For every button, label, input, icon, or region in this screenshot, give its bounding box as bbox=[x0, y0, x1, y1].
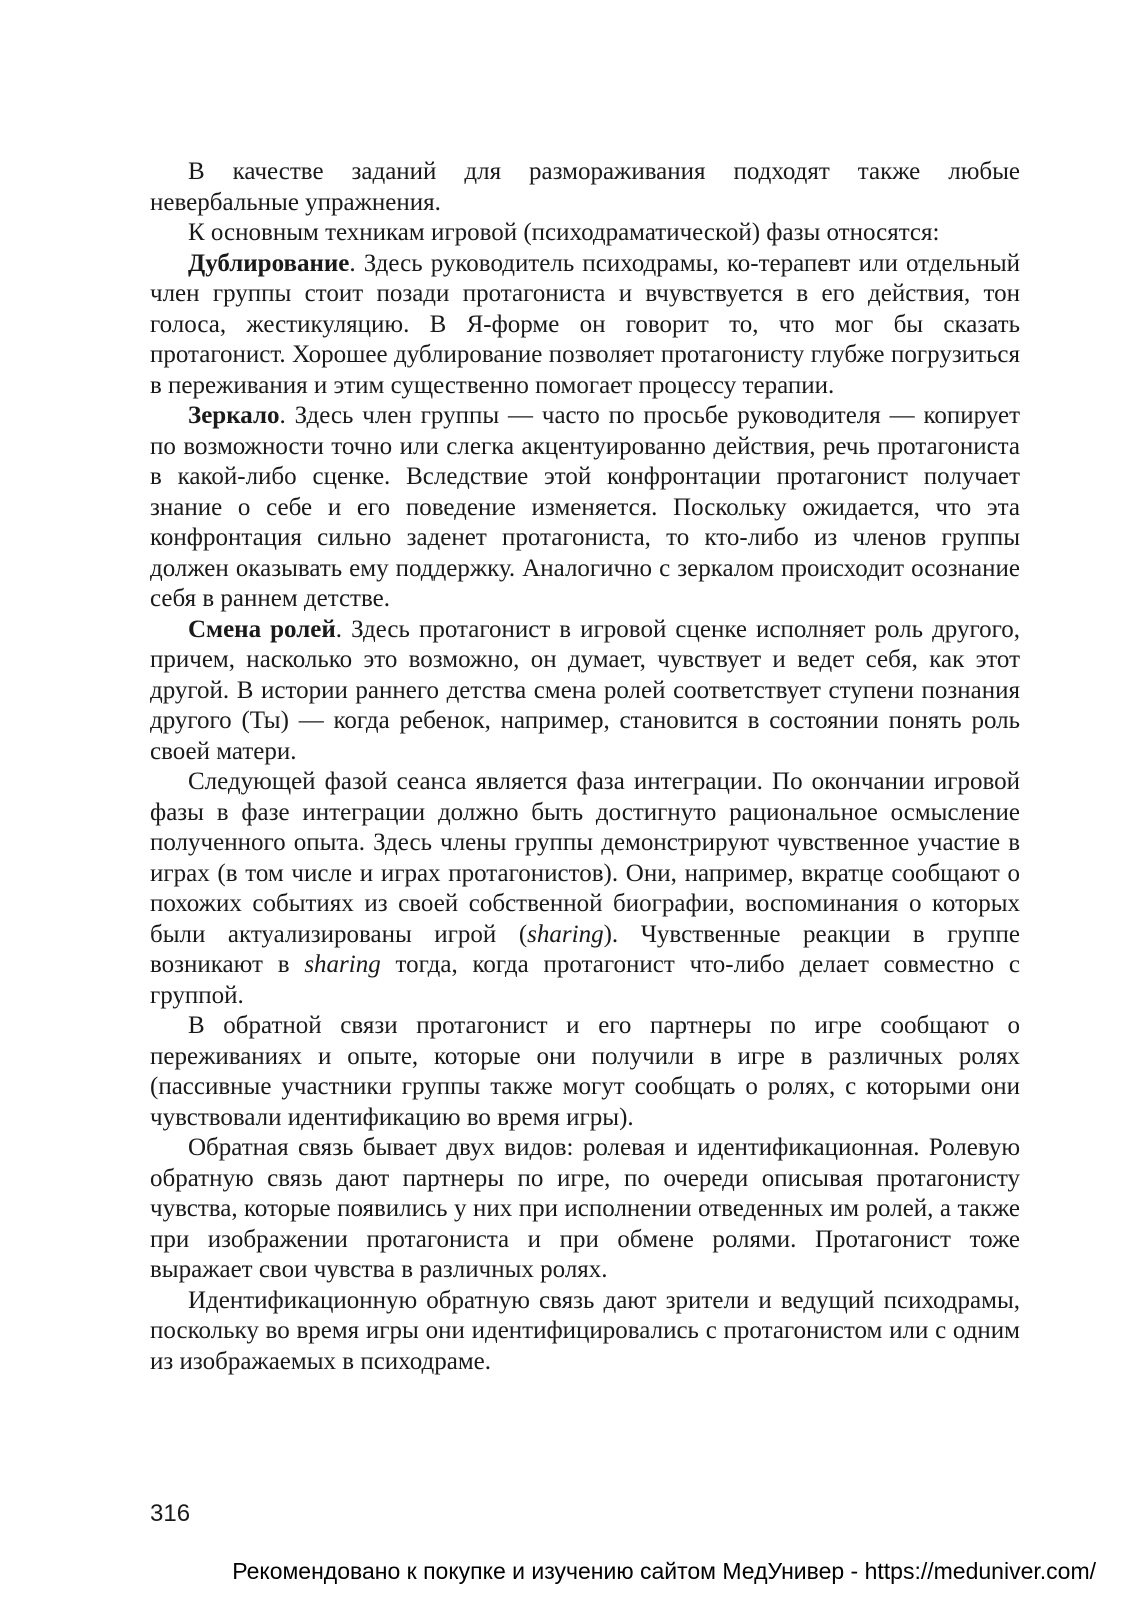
body-text bbox=[150, 157, 1020, 1377]
term-mirror: Зеркало bbox=[188, 402, 280, 429]
term-sharing: sharing bbox=[304, 951, 381, 978]
paragraph-doubling: Дублирование. Здесь руководитель психодрамы, ко-терапевт или отдельный член группы стоит позади протагониста и вчувствуется в его действия, тон голоса, жестикуляцию. В Я-форме он говорит то, что мог бы сказать протагонист. Хорошее дублирование позволяет протагонисту глубже погрузиться в переживания и этим существенно помогает процессу терапии. bbox=[150, 249, 1020, 399]
term-role-reversal: Смена ролей bbox=[188, 615, 336, 643]
paragraph-feedback-types: Обратная связь бывает двух видов: ролевая и идентификационная. Ролевую обратную связь дают партнеры по игре, по очереди описывая протагонисту чувства, которые появились у них при исполнении отведенных им ролей, а также при изображении протагониста и при обмене ролями. Протагонист тоже выражает свои чувства в различных ролях. bbox=[150, 1134, 1020, 1283]
paragraph-mirror: Зеркало. Здесь член группы — часто по просьбе руководителя — копирует по возможности точно или слегка акцентуированно действия, речь протагониста в какой-либо сценке. Вследствие этой конфронтации протагонист получает знание о себе и его поведение изменяется. Поскольку ожидается, что эта конфронтация сильно заденет протагониста, то кто-либо из членов группы должен оказывать ему поддержку. Аналогично с зеркалом происходит осознание себя в раннем детстве. bbox=[150, 402, 1020, 612]
paragraph-unfreezing: В качестве заданий для размораживания подходят также любые невербальные упражнения. bbox=[150, 158, 1020, 216]
footer-note: Рекомендовано к покупке и изучению сайтом МедУнивер - https://meduniver.com/ bbox=[232, 1558, 1096, 1584]
paragraph-techniques-intro: К основным техникам игровой (психодраматической) фазы относятся: bbox=[188, 219, 940, 246]
term-doubling: Дублирование bbox=[188, 249, 350, 277]
paragraph-feedback: В обратной связи протагонист и его партнеры по игре сообщают о переживаниях и опыте, которые они получили в игре в различных ролях (пассивные участники группы также могут сообщать о ролях, с которыми они чувствовали идентификацию во время игры). bbox=[150, 1012, 1020, 1131]
page-number: 316 bbox=[150, 1500, 191, 1527]
paragraph-integration: Следующей фазой сеанса является фаза интеграции. По окончании игровой фазы в фазе интеграции должно быть достигнуто рациональное осмысление полученного опыта. Здесь члены группы демонстрируют чувственное участие в играх (в том числе и играх протагонистов). Они, например, вкратце сообщают о похожих событиях из своей собственной биографии, воспоминания о которых были актуализированы игрой (sharing). Чувственные реакции в группе возникают в sharing тогда, когда протагонист что-либо делает совместно с группой. bbox=[150, 768, 1020, 1009]
term-sharing: sharing bbox=[527, 920, 604, 948]
paragraph-identification-feedback: Идентификационную обратную связь дают зрители и ведущий психодрамы, поскольку во время игры они идентифицировались с протагонистом или с одним из изображаемых в психодраме. bbox=[150, 1286, 1020, 1375]
paragraph-role-reversal: Смена ролей. Здесь протагонист в игровой сценке исполняет роль другого, причем, насколько это возможно, он думает, чувствует и ведет себя, как этот другой. В истории раннего детства смена ролей соответствует ступени познания другого (Ты) — когда ребенок, например, становится в состоянии понять роль своей матери. bbox=[150, 615, 1020, 765]
